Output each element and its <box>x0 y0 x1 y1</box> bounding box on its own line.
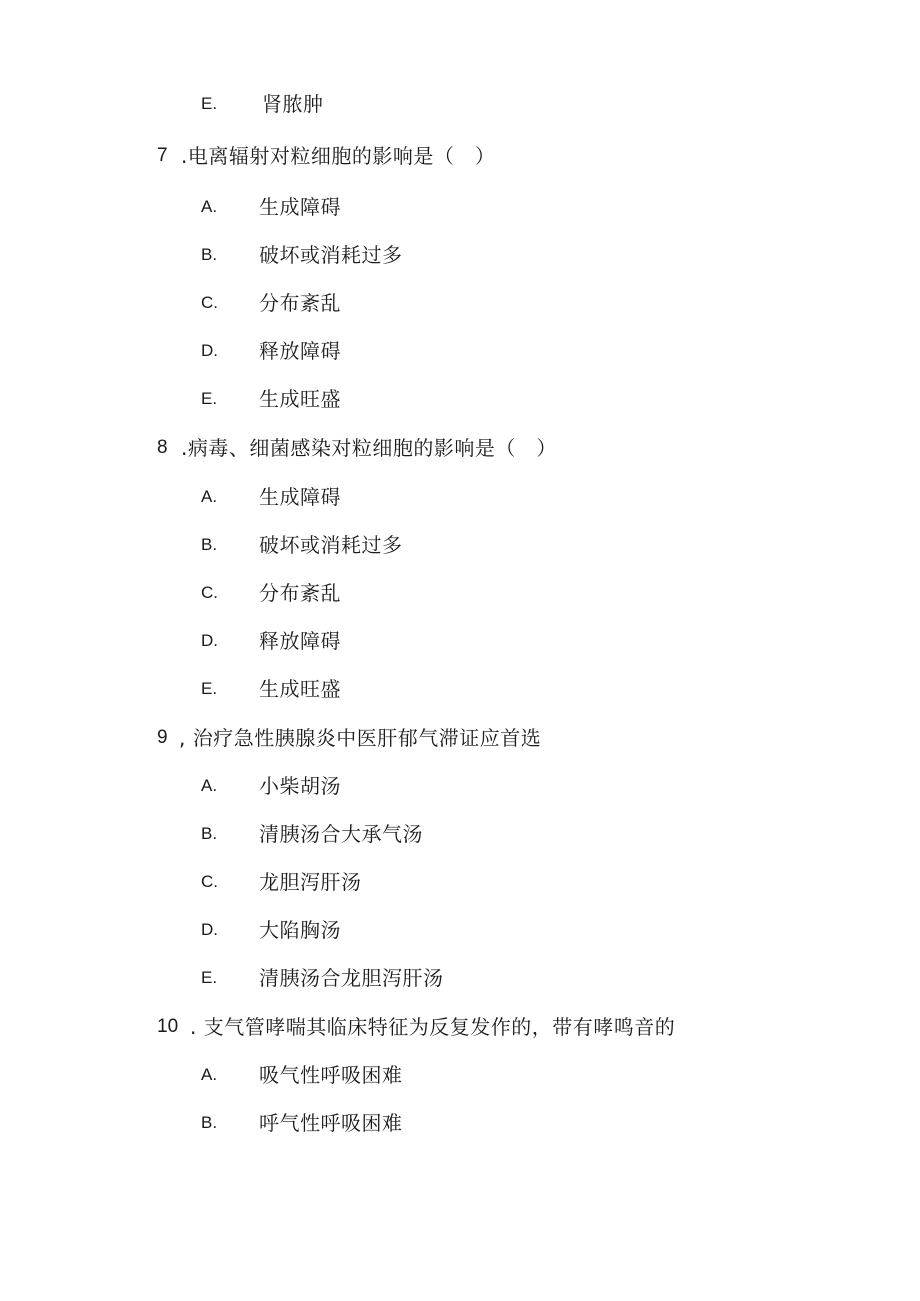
option-row <box>0 578 920 608</box>
question-row <box>0 723 920 753</box>
question-number: 8 <box>157 437 168 458</box>
option-row <box>0 384 920 414</box>
option-row <box>0 240 920 270</box>
option-row <box>0 771 920 801</box>
option-letter: B. <box>201 824 218 843</box>
option-text: 清胰汤合龙胆泻肝汤 <box>259 966 444 990</box>
option-letter: A. <box>201 1065 218 1084</box>
option-letter: C. <box>201 293 218 312</box>
question-row <box>0 1012 920 1042</box>
option-text: 生成旺盛 <box>259 677 341 701</box>
option-row <box>0 192 920 222</box>
question-text: , 治疗急性胰腺炎中医肝郁气滞证应首选 <box>179 726 542 750</box>
option-row <box>0 915 920 945</box>
option-text: 生成旺盛 <box>259 387 341 411</box>
option-letter: B. <box>201 535 218 554</box>
option-text: 释放障碍 <box>259 339 341 363</box>
option-text: 破坏或消耗过多 <box>259 243 403 267</box>
option-text: 生成障碍 <box>259 195 341 219</box>
question-row <box>0 433 920 463</box>
question-number: 7 <box>157 145 168 166</box>
question-text: .电离辐射对粒细胞的影响是（ ） <box>181 144 496 168</box>
option-row <box>0 530 920 560</box>
option-letter: E. <box>201 389 218 408</box>
option-row <box>0 963 920 993</box>
option-text: 清胰汤合大承气汤 <box>259 822 423 846</box>
option-row <box>0 288 920 318</box>
option-row <box>0 674 920 704</box>
question-text: .病毒、细菌感染对粒细胞的影响是（ ） <box>181 436 557 460</box>
option-letter: E. <box>201 94 218 113</box>
option-letter: D. <box>201 341 218 360</box>
option-text: 肾脓肿 <box>262 92 324 116</box>
option-letter: A. <box>201 487 218 506</box>
option-text: 呼气性呼吸困难 <box>259 1111 403 1135</box>
option-text: 大陷胸汤 <box>259 918 341 942</box>
option-letter: B. <box>201 245 218 264</box>
option-letter: C. <box>201 872 218 891</box>
option-letter: B. <box>201 1113 218 1132</box>
option-row <box>0 1060 920 1090</box>
option-row <box>0 867 920 897</box>
option-letter: C. <box>201 583 218 602</box>
option-row <box>0 819 920 849</box>
option-text: 释放障碍 <box>259 629 341 653</box>
option-text: 破坏或消耗过多 <box>259 533 403 557</box>
option-text: 分布紊乱 <box>259 291 341 315</box>
question-row <box>0 141 920 171</box>
option-letter: E. <box>201 968 218 987</box>
option-row <box>0 1108 920 1138</box>
option-row <box>0 482 920 512</box>
option-text: 小柴胡汤 <box>259 774 341 798</box>
option-row <box>0 336 920 366</box>
option-letter: A. <box>201 776 218 795</box>
option-row <box>0 89 920 119</box>
option-text: 吸气性呼吸困难 <box>259 1063 403 1087</box>
option-text: 生成障碍 <box>259 485 341 509</box>
question-number: 10 <box>157 1016 179 1037</box>
option-letter: D. <box>201 920 218 939</box>
option-text: 龙胆泻肝汤 <box>259 870 362 894</box>
question-number: 9 <box>157 727 168 748</box>
option-row <box>0 626 920 656</box>
option-letter: E. <box>201 679 218 698</box>
option-letter: D. <box>201 631 218 650</box>
question-text: . 支气管哮喘其临床特征为反复发作的，带有哮鸣音的 <box>190 1015 676 1039</box>
option-letter: A. <box>201 197 218 216</box>
option-text: 分布紊乱 <box>259 581 341 605</box>
